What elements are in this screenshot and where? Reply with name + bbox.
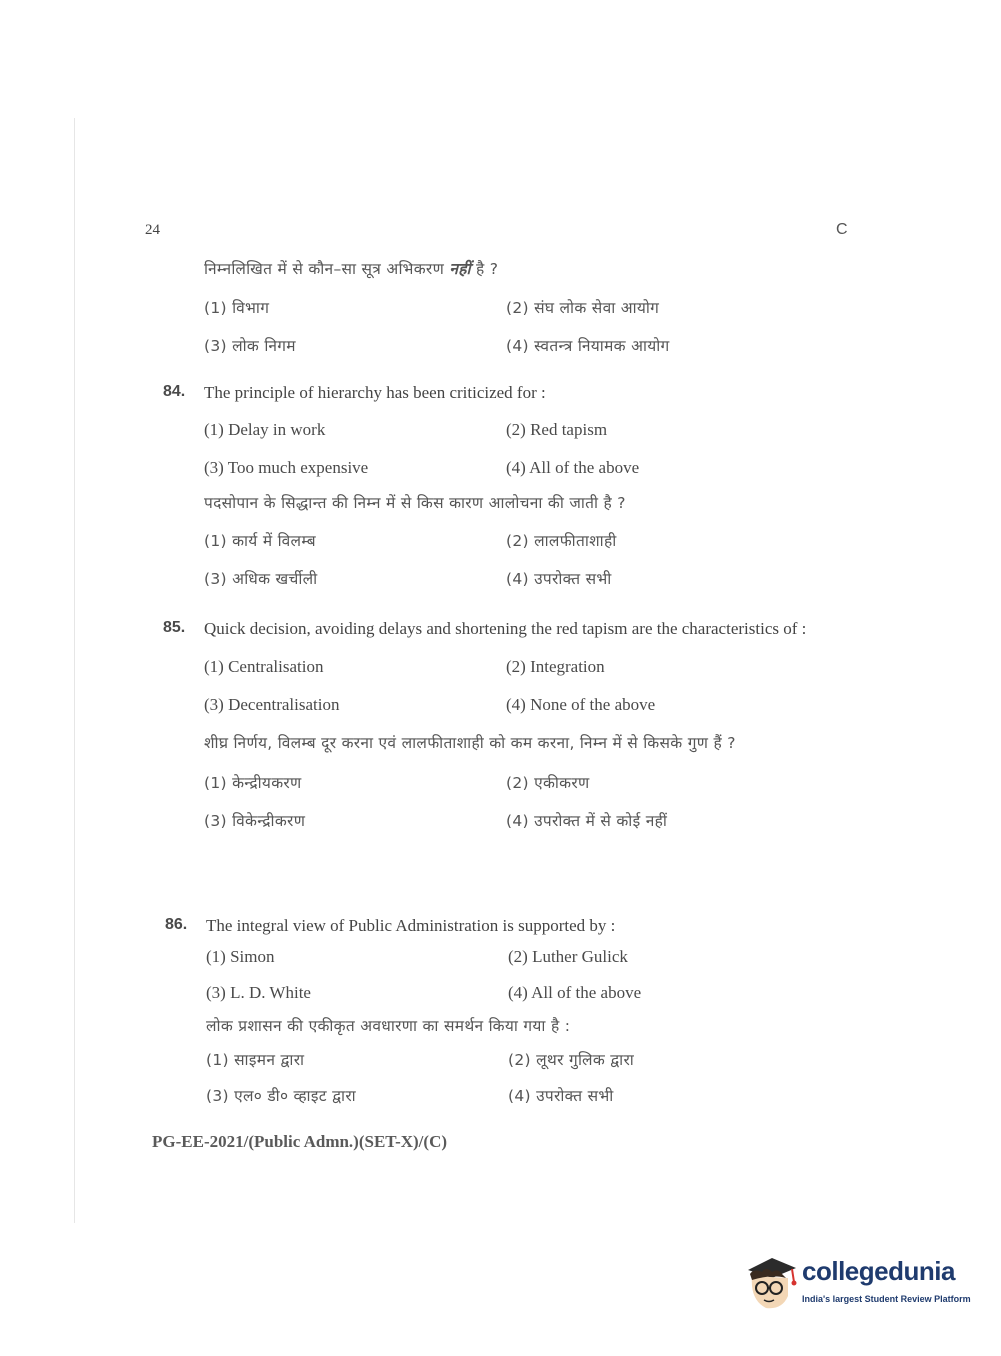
option-3: (3) Too much expensive (204, 458, 369, 477)
question-emphasis: नहीं (449, 260, 471, 278)
option-3: (3) लोक निगम (204, 337, 296, 355)
question-text-hindi: शीघ्र निर्णय, विलम्ब दूर करना एवं लालफीताशाही को कम करना, निम्न में से किसके गुण हैं ? (204, 734, 736, 752)
option-3: (3) अधिक खर्चीली (204, 570, 318, 588)
option-3: (3) L. D. White (206, 983, 311, 1002)
question-86 (165, 911, 855, 1113)
option-1: (1) Delay in work (204, 420, 326, 439)
page-number: 24 (145, 222, 160, 238)
option-3: (3) एल० डी० व्हाइट द्वारा (206, 1087, 356, 1105)
option-1: (1) Centralisation (204, 657, 324, 676)
question-85 (163, 614, 853, 839)
question-text-hindi: लोक प्रशासन की एकीकृत अवधारणा का समर्थन किया गया है : (206, 1017, 571, 1035)
option-2: (2) Integration (506, 657, 605, 676)
option-3: (3) Decentralisation (204, 695, 340, 714)
logo-wordmark: collegedunia (802, 1256, 955, 1286)
option-4: (4) स्वतन्त्र नियामक आयोग (506, 337, 670, 355)
question-text-english: The integral view of Public Administration is supported by : (206, 916, 616, 935)
option-1: (1) केन्द्रीयकरण (204, 774, 302, 792)
option-4: (4) All of the above (506, 458, 640, 477)
paper-code-footer: PG-EE-2021/(Public Admn.)(SET-X)/(C) (152, 1132, 448, 1151)
option-4: (4) उपरोक्त में से कोई नहीं (506, 812, 668, 830)
option-2: (2) Red tapism (506, 420, 608, 439)
option-4: (4) All of the above (508, 983, 642, 1002)
question-number: 86. (165, 916, 188, 933)
question-text-english: The principle of hierarchy has been criticized for : (204, 383, 546, 402)
question-84 (163, 378, 853, 597)
set-code: C (836, 221, 848, 238)
question-text-part: निम्नलिखित में से कौन–सा सूत्र अभिकरण (204, 260, 450, 278)
logo-tagline: India's largest Student Review Platform (802, 1294, 971, 1304)
option-1: (1) साइमन द्वारा (206, 1051, 305, 1069)
question-number: 84. (163, 383, 186, 400)
question-text-english: Quick decision, avoiding delays and shortening the red tapism are the characteristics of : (204, 619, 807, 638)
option-2: (2) एकीकरण (506, 774, 590, 792)
mascot-icon (742, 1248, 800, 1314)
option-2: (2) Luther Gulick (508, 947, 628, 966)
option-2: (2) लालफीताशाही (506, 532, 617, 550)
option-1: (1) विभाग (204, 299, 270, 317)
collegedunia-logo (742, 1248, 972, 1318)
option-2: (2) संघ लोक सेवा आयोग (506, 299, 660, 317)
option-3: (3) विकेन्द्रीकरण (204, 812, 306, 830)
question-number: 85. (163, 619, 186, 636)
option-2: (2) लूथर गुलिक द्वारा (508, 1051, 635, 1069)
option-1: (1) Simon (206, 947, 275, 966)
option-4: (4) उपरोक्त सभी (506, 570, 612, 588)
question-text-part: है ? (470, 260, 499, 278)
option-4: (4) उपरोक्त सभी (508, 1087, 614, 1105)
page-margin-line (74, 118, 75, 1223)
option-4: (4) None of the above (506, 695, 656, 714)
question-text-hindi (204, 254, 853, 284)
option-1: (1) कार्य में विलम्ब (204, 532, 316, 550)
question-83-hindi (163, 254, 853, 364)
question-text-hindi: पदसोपान के सिद्धान्त की निम्न में से किस कारण आलोचना की जाती है ? (204, 494, 626, 512)
